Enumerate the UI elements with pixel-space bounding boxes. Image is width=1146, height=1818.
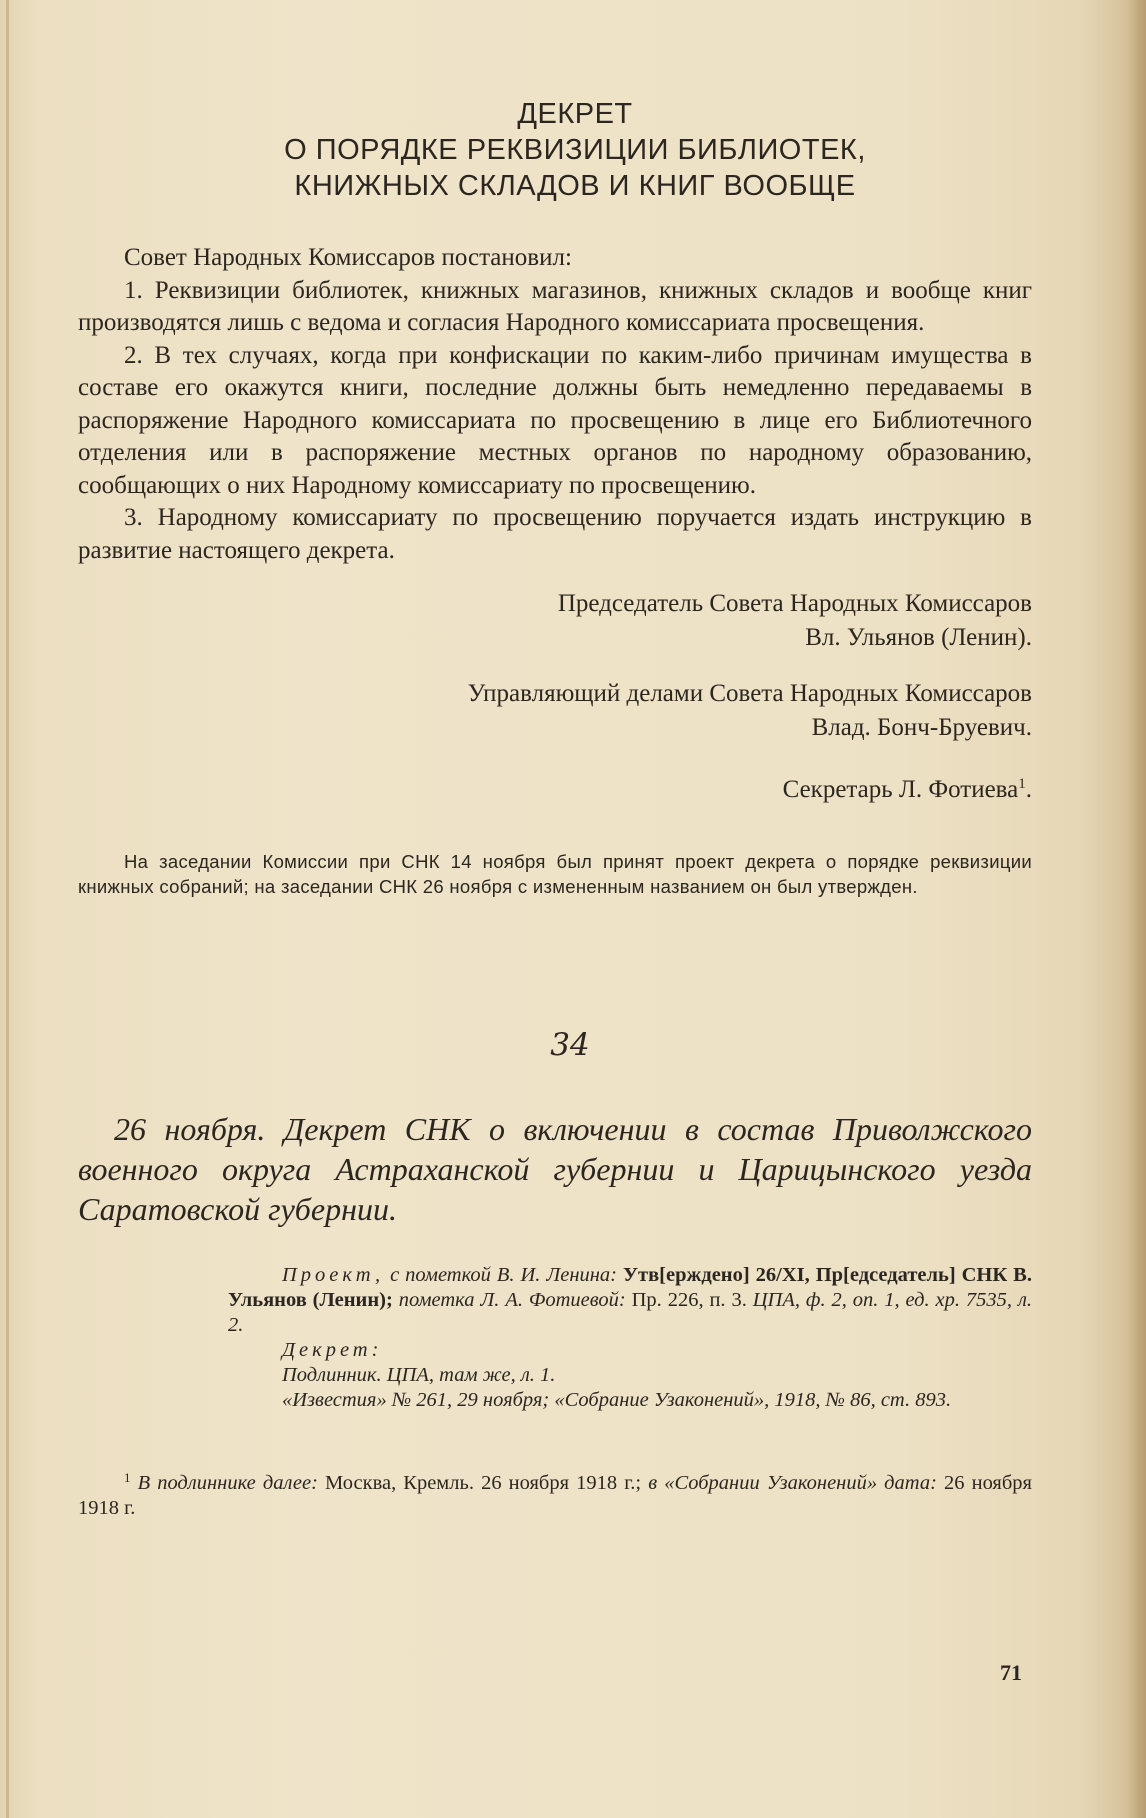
document-heading — [78, 1109, 1032, 1229]
footnote-mark: 1 — [1018, 776, 1026, 792]
decree-commentary — [78, 849, 1032, 899]
archive-ref: ЦПА, ф. 2, оп. 1, ед. хр. 7535, л. 2. — [228, 1289, 1033, 1336]
footnote-date: 26 ноября 1918 г. — [78, 1472, 1032, 1519]
footnote-mid: в «Собрании Узаконений» дата: — [648, 1472, 945, 1494]
footnote-number: 1 — [124, 1470, 131, 1485]
decree-title-line: ДЕКРЕТ — [517, 98, 633, 130]
signature-manager — [78, 677, 1032, 745]
document-number: 34 — [550, 1027, 590, 1063]
footnote-text — [78, 1465, 1032, 1521]
decree-title-line: КНИЖНЫХ СКЛАДОВ И КНИГ ВООБЩЕ — [294, 170, 856, 202]
draft-label: Проект, — [282, 1264, 385, 1286]
decree-point: 1. Реквизиции библиотек, книжных магазинов, книжных складов и вообще книг производятся лишь с ведома и согласия Народного комиссариата просвещения. — [78, 276, 1032, 336]
decree-intro: Совет Народных Комиссаров постановил: — [124, 244, 572, 271]
approval-text: Утв[ерждено] 26/XI, Пр[едседатель] СНК В. Ульянов (Ленин); — [228, 1264, 1032, 1311]
fotieva-note: пометка Л. А. Фотиевой: — [392, 1289, 632, 1311]
decree-body — [78, 242, 1032, 567]
manager-title: Управляющий делами Совета Народных Комиссаров — [467, 680, 1032, 707]
footnote — [78, 1465, 1032, 1521]
secretary-end: . — [1025, 776, 1032, 803]
source-original: Подлинник. ЦПА, там же, л. 1. — [282, 1364, 556, 1386]
decree-title-line: О ПОРЯДКЕ РЕКВИЗИЦИИ БИБЛИОТЕК, — [284, 134, 866, 166]
draft-note: с пометкой В. И. Ленина: — [384, 1264, 623, 1286]
page-content — [78, 96, 1032, 1521]
footnote-lead: В подлиннике далее: — [130, 1472, 326, 1494]
source-decree-label — [228, 1338, 1032, 1363]
secretary-name: Секретарь Л. Фотиева — [782, 776, 1019, 803]
decree-point: 2. В тех случаях, когда при конфискации по каким-либо причинам имущества в составе его окажутся книги, последние должны быть немедленно передаваемы в распоряжение Народного комиссариата по просвещению в лице его Библиотечного отделения или в распоряжение местных органов по народному образованию, сообщающих о них Народному комиссариату по просвещению. — [78, 341, 1032, 499]
source-draft — [228, 1263, 1032, 1338]
page-number: 71 — [1000, 1660, 1022, 1685]
manager-name: Влад. Бонч-Бруевич. — [811, 714, 1032, 741]
item-ref: Пр. 226, п. 3. — [631, 1289, 753, 1311]
signature-chair — [78, 587, 1032, 655]
source-publication: «Известия» № 261, 29 ноября; «Собрание Узаконений», 1918, № 86, ст. 893. — [282, 1389, 952, 1411]
chair-title: Председатель Совета Народных Комиссаров — [557, 590, 1032, 617]
document-sources — [228, 1263, 1032, 1413]
document-heading-text: 26 ноября. Декрет СНК о включении в состав Приволжского военного округа Астраханской губернии и Царицынского уезда Саратовской губернии. — [78, 1111, 1032, 1227]
footnote-place: Москва, Кремль. 26 ноября 1918 г.; — [325, 1472, 649, 1494]
page-fold-shadow — [1128, 0, 1146, 1818]
decree-point: 3. Народному комиссариату по просвещению поручается издать инструкцию в развитие настоящего декрета. — [78, 504, 1032, 564]
decree-label: Декрет: — [282, 1339, 383, 1361]
commentary-text: На заседании Комиссии при СНК 14 ноября был принят проект декрета о порядке реквизиции книжных собраний; на заседании СНК 26 ноября с измененным названием он был утвержден. — [78, 851, 1032, 897]
chair-name: Вл. Ульянов (Ленин). — [805, 624, 1032, 651]
page-left-edge — [6, 0, 9, 1818]
decree-title — [78, 96, 1032, 204]
signature-secretary — [78, 767, 1032, 807]
